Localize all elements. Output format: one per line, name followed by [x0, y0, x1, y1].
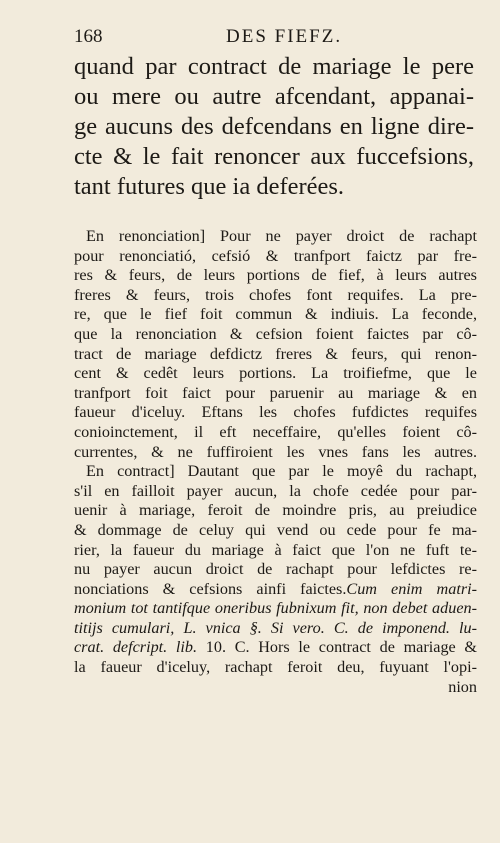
commentary-line: En contract] Dautant que par le moyê du rachapt,	[86, 462, 477, 481]
text-line: ou mere ou autre afcendant, appanai-	[74, 83, 474, 110]
latin-citation: Cum enim matri-	[346, 579, 478, 598]
commentary-line: En renonciation] Pour ne payer droict de rachapt	[86, 227, 477, 245]
commentary-line: res & feurs, de leurs portions de fief, à leurs autres	[74, 266, 477, 285]
latin-citation: titijs cumulari,	[74, 618, 175, 637]
catchword: nion	[448, 677, 477, 696]
commentary-line: currentes, & ne fuffiroient les vnes fans les autres.	[74, 442, 477, 461]
commentary-line: s'il en failloit payer aucun, la chofe cedée pour par-	[74, 481, 477, 500]
citation-line	[74, 619, 477, 639]
text-line: ge aucuns des defcendans en ligne dire-	[74, 113, 474, 140]
text-line: quand par contract de mariage le pere	[74, 53, 474, 80]
running-head: DES FIEFZ.	[226, 26, 343, 47]
page-header	[74, 26, 429, 54]
page-number: 168	[74, 26, 103, 47]
legal-reference: crat. defcript. lib.	[74, 638, 198, 657]
commentary-line: & dommage de celuy qui vend ou cede pour fe ma-	[74, 520, 477, 539]
commentary-block	[74, 227, 477, 697]
commentary-line: tranfport foit faict pour paruenir au mariage & en	[74, 383, 477, 402]
legal-reference: C. de imponend. lu-	[333, 618, 478, 637]
legal-reference: L. vnica	[183, 618, 241, 637]
commentary-line: re, que le fief foit commun & indiuis. La feconde,	[74, 305, 477, 324]
commentary-text: 10. C. Hors le contract de mariage &	[205, 638, 478, 657]
commentary-line: nu payer aucun droict de rachapt pour lefdictes re-	[74, 560, 477, 579]
commentary-line: freres & feurs, trois chofes font requifes. La pre-	[74, 285, 477, 304]
legal-reference: §. Si vero.	[249, 618, 325, 637]
commentary-line: la faueur d'iceluy, rachapt feroit deu, fuyuant l'opi-	[74, 658, 477, 677]
commentary-line: que la renonciation & cefsion foient faictes par cô-	[74, 324, 477, 343]
text-line: tant futures que ia deferées.	[74, 173, 345, 200]
commentary-line: conioinctement, il eft neceffaire, qu'elles foient cô-	[74, 422, 477, 441]
commentary-line: uenir à mariage, feroit de moindre pris, au preiudice	[74, 501, 477, 520]
text-line: cte & le fait renoncer aux fuccefsions,	[74, 143, 474, 170]
citation-line	[74, 638, 477, 658]
commentary-line: rier, la faueur du mariage à faict que l'on ne fuft te-	[74, 540, 477, 559]
commentary-line: cent & cedêt leurs portions. La troifiefme, que le	[74, 364, 477, 383]
commentary-line: pour renonciatió, cefsió & tranfport faictz par fre-	[74, 246, 477, 265]
latin-citation-line: monium tot tantifque oneribus fubnixum fit, non debet aduen-	[74, 599, 477, 618]
opening-paragraph	[74, 52, 474, 202]
commentary-line	[74, 580, 477, 600]
commentary-text: nonciations & cefsions ainfi faictes.	[74, 579, 347, 598]
commentary-line: tract de mariage defdictz freres & feurs, qui renon-	[74, 344, 477, 363]
commentary-line: faueur d'iceluy. Eftans les chofes fufdictes requifes	[74, 403, 477, 422]
